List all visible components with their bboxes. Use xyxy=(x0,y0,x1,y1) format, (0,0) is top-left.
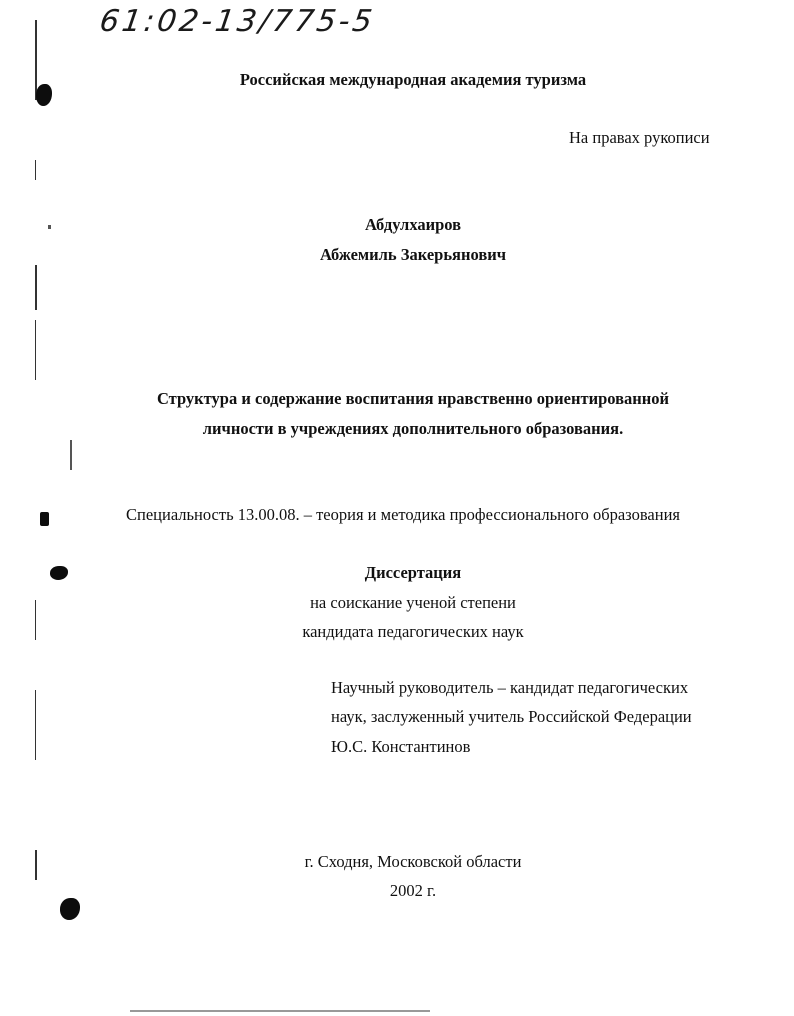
scan-hole-mark xyxy=(60,898,80,920)
scan-margin-line xyxy=(35,160,36,180)
handwritten-catalog-number: 61:02-13/775-5 xyxy=(97,4,378,39)
year-line: 2002 г. xyxy=(389,881,437,900)
thesis-title-line-1: Структура и содержание воспитания нравственно ориентированной xyxy=(156,389,670,408)
specialty-line: Специальность 13.00.08. – теория и методика профессионального образования xyxy=(126,505,680,524)
degree-line-2: кандидата педагогических наук xyxy=(302,622,524,641)
academy-name: Российская международная академия туризма xyxy=(239,70,587,89)
scan-margin-line xyxy=(35,850,37,880)
scan-margin-line xyxy=(35,265,37,310)
scan-tick-mark xyxy=(40,512,49,526)
city-line: г. Сходня, Московской области xyxy=(304,852,522,871)
scan-margin-line xyxy=(35,320,36,380)
degree-line-1: на соискание ученой степени xyxy=(310,593,516,612)
scan-bottom-bleed xyxy=(130,1010,430,1012)
supervisor-line-1: Научный руководитель – кандидат педагогических xyxy=(331,678,689,697)
scan-speck xyxy=(48,225,51,229)
scan-margin-line xyxy=(35,690,36,760)
dissertation-label: Диссертация xyxy=(364,563,462,582)
author-given-names: Абжемиль Закерьянович xyxy=(319,245,507,264)
scan-hole-mark xyxy=(36,84,52,106)
author-surname: Абдулхаиров xyxy=(364,215,462,234)
manuscript-rights-note: На правах рукописи xyxy=(569,128,710,147)
scan-speck xyxy=(70,440,72,470)
thesis-title-line-2: личности в учреждениях дополнительного образования. xyxy=(202,419,624,438)
supervisor-line-3: Ю.С. Константинов xyxy=(331,737,471,756)
supervisor-line-2: наук, заслуженный учитель Российской Федерации xyxy=(331,707,692,726)
scan-margin-line xyxy=(35,600,36,640)
